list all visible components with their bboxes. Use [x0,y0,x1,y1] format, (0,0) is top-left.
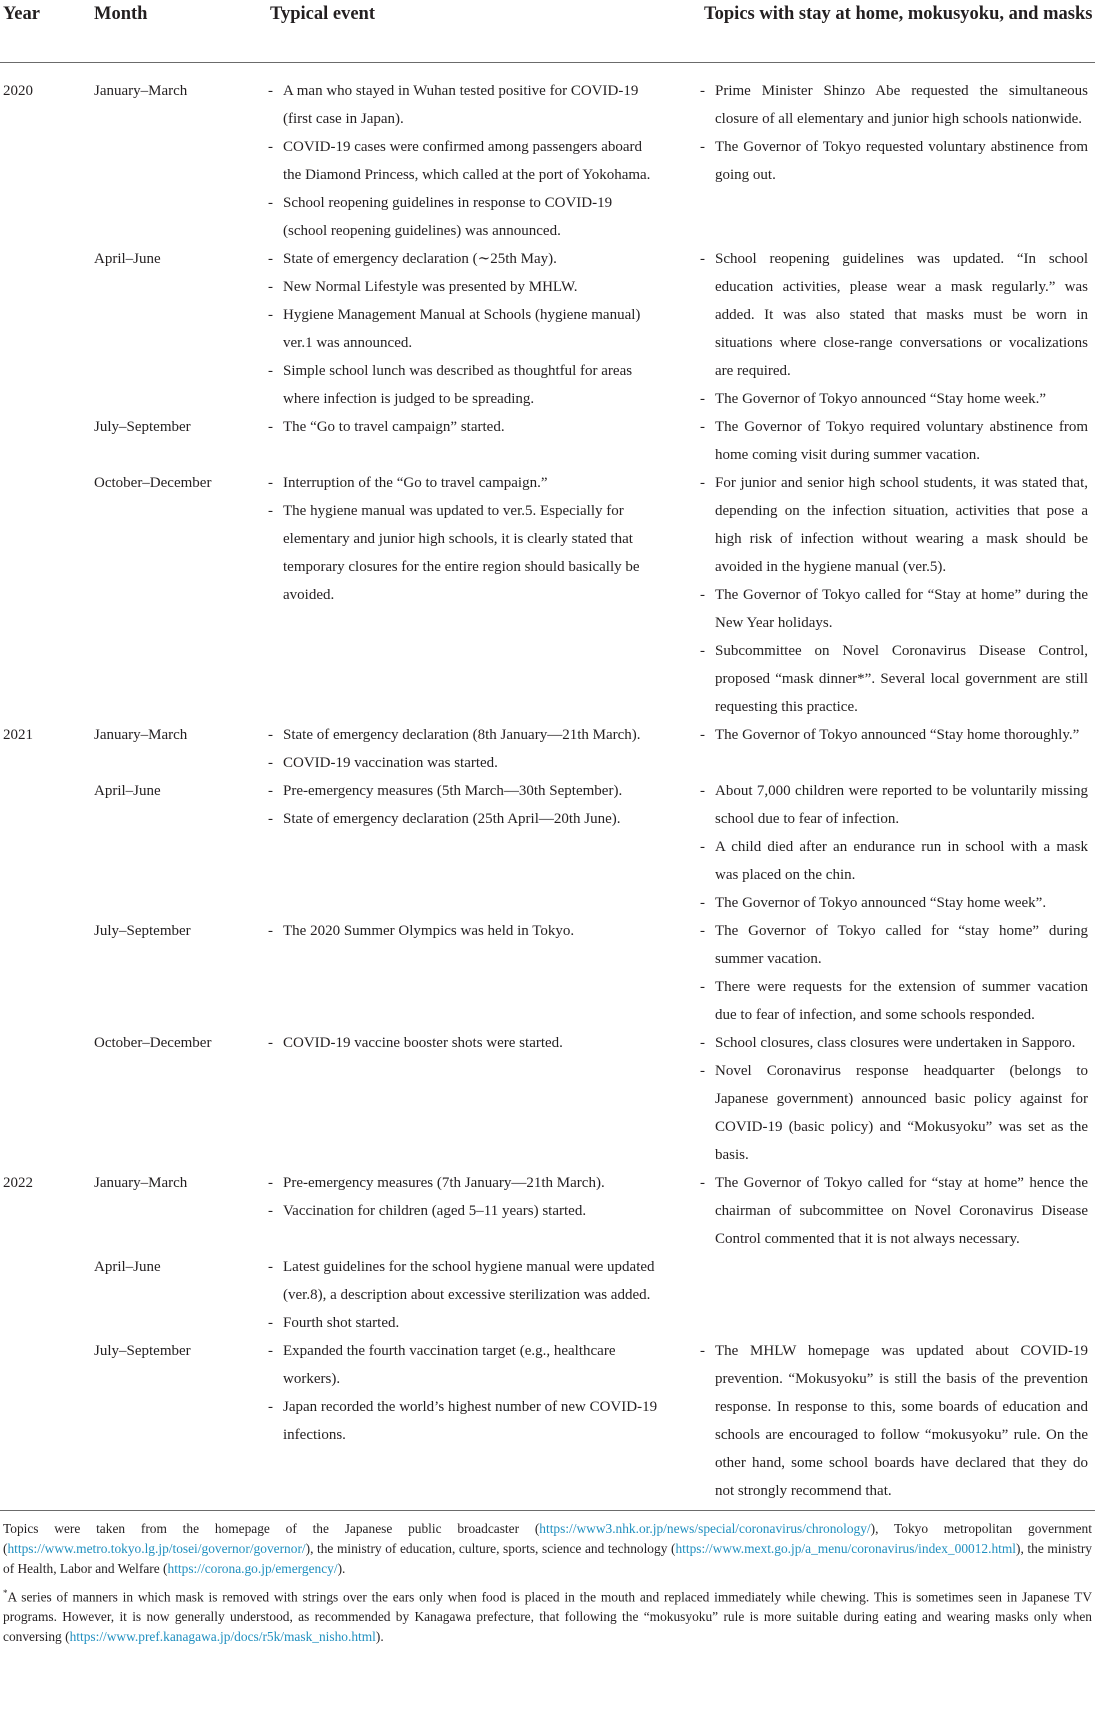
event-text: State of emergency declaration (∼25th May). [283,251,557,267]
event-text: Interruption of the “Go to travel campaign.” [283,475,548,491]
footnote-text: ), the ministry of education, culture, sports, science and technology ( [305,1541,676,1556]
link-nhk[interactable]: https://www3.nhk.or.jp/news/special/coronavirus/chronology/ [539,1521,871,1536]
event-text: Expanded the fourth vaccination target (e.g., healthcare workers). [283,1343,616,1387]
dash-bullet-icon: - [700,139,705,155]
event-text: School reopening guidelines in response to COVID-19 (school reopening guidelines) was announced. [283,195,613,239]
footnote-text: ). [375,1629,384,1645]
event-text: Simple school lunch was described as thoughtful for areas where infection is judged to be spreading. [283,363,633,407]
dash-bullet-icon: - [268,503,273,519]
topic-item [700,637,1088,721]
event-item [268,1169,660,1197]
topic-text: About 7,000 children were reported to be voluntarily missing school due to fear of infection. [715,783,1088,827]
table-row [0,721,1095,777]
topic-item [700,245,1088,385]
link-kanagawa[interactable]: https://www.pref.kanagawa.jp/docs/r5k/mask_nisho.html [69,1629,376,1645]
topic-text: The Governor of Tokyo requested voluntary abstinence from going out. [715,139,1088,183]
dash-bullet-icon: - [268,279,273,295]
dash-bullet-icon: - [700,1175,705,1191]
cell-topics [700,469,1088,721]
cell-topics [700,917,1088,1029]
table-footnotes [0,1511,1095,1647]
footnote-text: Topics were taken from the homepage of the Japanese public broadcaster ( [3,1521,540,1536]
topic-text: Prime Minister Shinzo Abe requested the simultaneous closure of all elementary and junior high schools nationwide. [715,83,1088,127]
topic-text: Novel Coronavirus response headquarter (belongs to Japanese government) announced basic policy against for COVID-19 (basic policy) and “Mokusyoku” was set as the basis. [715,1063,1088,1163]
cell-topics [700,1169,1088,1253]
event-item [268,469,660,497]
topic-item [700,1337,1088,1505]
link-mext[interactable]: https://www.mext.go.jp/a_menu/coronavirus/index_00012.html [675,1541,1017,1556]
topic-item [700,777,1088,833]
dash-bullet-icon: - [268,783,273,799]
dash-bullet-icon: - [268,1175,273,1191]
table-row [0,1337,1095,1505]
dash-bullet-icon: - [700,83,705,99]
footnote-sources [3,1519,1092,1579]
dash-bullet-icon: - [268,727,273,743]
topic-text: The Governor of Tokyo required voluntary abstinence from home coming visit during summer vacation. [715,419,1088,463]
topic-item [700,469,1088,581]
event-text: The 2020 Summer Olympics was held in Tokyo. [283,923,575,939]
topic-item [700,1057,1088,1169]
table-row [0,917,1095,1029]
dash-bullet-icon: - [700,1343,705,1359]
cell-typical-event [268,1029,660,1169]
cell-year: 2021 [3,727,33,743]
dash-bullet-icon: - [268,1315,273,1331]
event-text: The “Go to travel campaign” started. [283,419,505,435]
table-body [0,63,1095,1505]
dash-bullet-icon: - [268,195,273,211]
table-header [0,0,1095,63]
topic-text: The Governor of Tokyo called for “stay home” during summer vacation. [715,923,1088,967]
cell-topics [700,77,1088,245]
event-item [268,1393,660,1449]
cell-topics [700,721,1088,777]
event-item [268,749,660,777]
dash-bullet-icon: - [268,139,273,155]
event-item [268,133,660,189]
topic-item [700,889,1088,917]
cell-month: July–September [94,923,191,939]
cell-typical-event [268,1169,660,1253]
cell-typical-event [268,77,660,245]
dash-bullet-icon: - [268,1203,273,1219]
event-item [268,413,660,441]
cell-typical-event [268,245,660,413]
cell-typical-event [268,777,660,917]
dash-bullet-icon: - [700,643,705,659]
header-year: Year [3,4,40,24]
event-text: Pre-emergency measures (5th March—30th September). [283,783,623,799]
event-text: New Normal Lifestyle was presented by MHLW. [283,279,578,295]
topic-item [700,721,1088,749]
table-row [0,245,1095,413]
topic-text: The Governor of Tokyo announced “Stay home week.” [715,391,1047,407]
header-month: Month [94,4,148,24]
topic-item [700,833,1088,889]
event-item [268,245,660,273]
dash-bullet-icon: - [700,979,705,995]
cell-month: July–September [94,419,191,435]
event-text: Fourth shot started. [283,1315,400,1331]
topic-text: Subcommittee on Novel Coronavirus Disease Control, proposed “mask dinner*”. Several local government are still requesting this practice. [715,643,1088,715]
cell-topics [700,1253,1088,1337]
cell-year: 2022 [3,1175,33,1191]
dash-bullet-icon: - [700,251,705,267]
footnote-text: ), Tokyo metropolitan government ( [3,1521,1092,1556]
link-tokyo-gov[interactable]: https://www.metro.tokyo.lg.jp/tosei/governor/governor/ [7,1541,306,1556]
footnote-text: A series of manners in which mask is removed with strings over the ears only when food is placed in the mouth and replaced immediately while chewing. This is sometimes seen in Japanese TV programs. However, it is now generally understood, as recommended by Kanagawa prefecture, that following the “mokusyoku” rule is more suitable during eating and wearing masks only when conversing ( [3,1589,1092,1645]
event-text: Hygiene Management Manual at Schools (hygiene manual) ver.1 was announced. [283,307,641,351]
dash-bullet-icon: - [268,363,273,379]
event-text: State of emergency declaration (8th January—21th March). [283,727,641,743]
topic-text: School reopening guidelines was updated. “In school education activities, please wear a mask regularly.” was added. It was also stated that masks must be worn in situations where close-range conversations or vocalizations are required. [715,251,1088,379]
cell-typical-event [268,469,660,721]
table-row [0,469,1095,721]
event-text: Latest guidelines for the school hygiene manual were updated (ver.8), a description about excessive sterilization was added. [283,1259,655,1303]
dash-bullet-icon: - [700,419,705,435]
topic-item [700,581,1088,637]
footnote-mask-dinner [3,1583,1092,1647]
cell-month: April–June [94,251,161,267]
cell-topics [700,777,1088,917]
topic-text: A child died after an endurance run in school with a mask was placed on the chin. [715,839,1088,883]
topic-text: The Governor of Tokyo announced “Stay home thoroughly.” [715,727,1080,743]
topic-text: For junior and senior high school students, it was stated that, depending on the infection situation, activities that pose a high risk of infection without wearing a mask should be avoided in the hygiene manual (ver.5). [715,475,1088,575]
event-item [268,917,660,945]
topic-item [700,413,1088,469]
header-typical-event: Typical event [270,4,375,24]
footnote-mark: * [3,1588,8,1598]
dash-bullet-icon: - [700,1035,705,1051]
event-text: Pre-emergency measures (7th January—21th March). [283,1175,605,1191]
dash-bullet-icon: - [268,419,273,435]
topic-item [700,917,1088,973]
cell-topics [700,1337,1088,1505]
event-item [268,189,660,245]
dash-bullet-icon: - [700,391,705,407]
cell-month: October–December [94,1035,212,1051]
dash-bullet-icon: - [700,923,705,939]
cell-month: April–June [94,1259,161,1275]
event-text: A man who stayed in Wuhan tested positive for COVID-19 (first case in Japan). [283,83,639,127]
event-item [268,273,660,301]
cell-typical-event [268,1253,660,1337]
table-row [0,777,1095,917]
event-text: COVID-19 vaccine booster shots were started. [283,1035,563,1051]
cell-topics [700,1029,1088,1169]
topic-text: There were requests for the extension of summer vacation due to fear of infection, and some schools responded. [715,979,1088,1023]
table-row [0,1253,1095,1337]
event-item [268,721,660,749]
header-topics: Topics with stay at home, mokusyoku, and masks [704,4,1093,24]
topic-item [700,1169,1088,1253]
cell-topics [700,413,1088,469]
event-item [268,497,660,609]
dash-bullet-icon: - [700,727,705,743]
footnote-text: ), the ministry of Health, Labor and Welfare ( [3,1541,1092,1576]
cell-month: January–March [94,1175,188,1191]
link-corona-gov[interactable]: https://corona.go.jp/emergency/ [167,1561,338,1576]
cell-topics [700,245,1088,413]
topic-item [700,133,1088,189]
footnote-text: ). [337,1561,346,1576]
cell-year: 2020 [3,83,33,99]
cell-month: October–December [94,475,212,491]
event-item [268,777,660,805]
dash-bullet-icon: - [268,307,273,323]
cell-typical-event [268,721,660,777]
cell-month: January–March [94,83,188,99]
event-item [268,1197,660,1225]
event-text: Japan recorded the world’s highest number of new COVID-19 infections. [283,1399,658,1443]
dash-bullet-icon: - [268,83,273,99]
dash-bullet-icon: - [700,783,705,799]
event-text: State of emergency declaration (25th April—20th June). [283,811,621,827]
event-item [268,1029,660,1057]
dash-bullet-icon: - [268,755,273,771]
topic-text: The Governor of Tokyo called for “Stay at home” during the New Year holidays. [715,587,1088,631]
topic-text: The Governor of Tokyo announced “Stay home week”. [715,895,1047,911]
dash-bullet-icon: - [268,1035,273,1051]
event-item [268,1309,660,1337]
topic-text: The MHLW homepage was updated about COVID-19 prevention. “Mokusyoku” is still the basis of the prevention response. In response to this, some boards of education and schools are encouraged to follow “mokusyoku” rule. On the other hand, some school boards have declared that they do not strongly recommend that. [715,1343,1088,1499]
event-text: The hygiene manual was updated to ver.5. Especially for elementary and junior high schools, it is clearly stated that temporary closures for the entire region should basically be avoided. [283,503,640,603]
cell-typical-event [268,917,660,1029]
dash-bullet-icon: - [700,475,705,491]
event-item [268,1253,660,1309]
topic-item [700,1029,1088,1057]
event-item [268,301,660,357]
dash-bullet-icon: - [700,839,705,855]
event-item [268,1337,660,1393]
event-item [268,805,660,833]
topic-text: School closures, class closures were undertaken in Sapporo. [715,1035,1076,1051]
dash-bullet-icon: - [268,923,273,939]
cell-month: July–September [94,1343,191,1359]
dash-bullet-icon: - [268,251,273,267]
cell-typical-event [268,1337,660,1505]
dash-bullet-icon: - [268,475,273,491]
topic-item [700,77,1088,133]
table-row [0,1169,1095,1253]
cell-month: April–June [94,783,161,799]
cell-month: January–March [94,727,188,743]
topic-item [700,385,1088,413]
event-text: COVID-19 vaccination was started. [283,755,498,771]
event-text: COVID-19 cases were confirmed among passengers aboard the Diamond Princess, which called at the port of Yokohama. [283,139,651,183]
table-row [0,1029,1095,1169]
event-text: Vaccination for children (aged 5–11 years) started. [283,1203,587,1219]
dash-bullet-icon: - [700,1063,705,1079]
table-row [0,413,1095,469]
event-item [268,357,660,413]
dash-bullet-icon: - [268,1399,273,1415]
cell-typical-event [268,413,660,469]
dash-bullet-icon: - [268,1259,273,1275]
event-item [268,77,660,133]
topic-text: The Governor of Tokyo called for “stay at home” hence the chairman of subcommittee on Novel Coronavirus Disease Control commented that it is not always necessary. [715,1175,1088,1247]
topic-item [700,973,1088,1029]
dash-bullet-icon: - [700,587,705,603]
dash-bullet-icon: - [268,1343,273,1359]
table-row [0,77,1095,245]
dash-bullet-icon: - [268,811,273,827]
dash-bullet-icon: - [700,895,705,911]
